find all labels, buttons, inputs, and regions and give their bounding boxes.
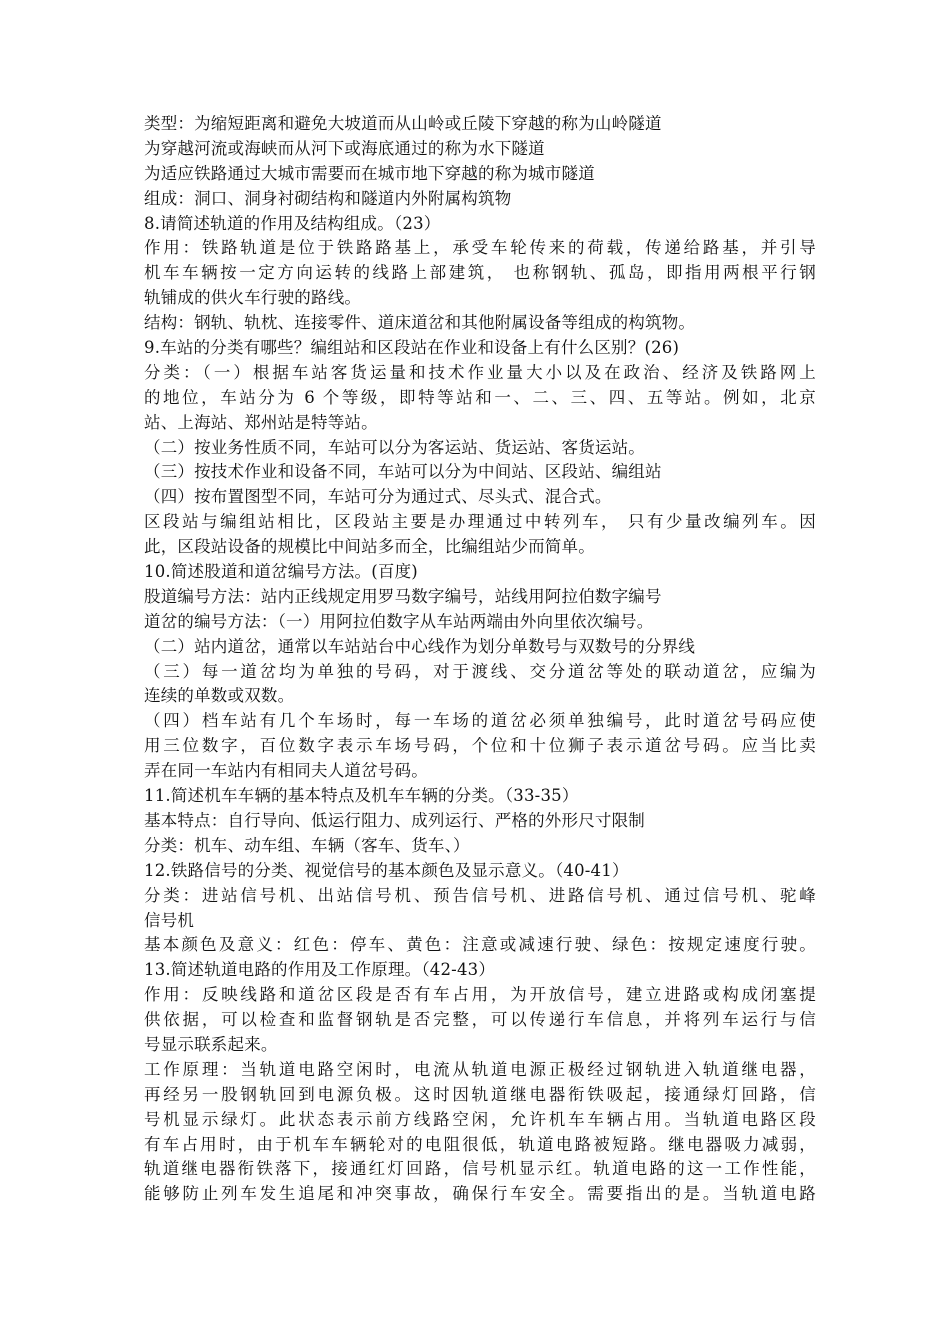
text-line: 8.请简述轨道的作用及结构组成。（23） (144, 213, 441, 233)
text-line: 弄在同一车站内有相同夫人道岔号码。 (144, 761, 428, 781)
text-line: （四）档车站有几个车场时，每一车场的道岔必须单独编号，此时道岔号码应使 (144, 711, 816, 731)
document-page (144, 112, 816, 1207)
text-line: 为穿越河流或海峡而从河下或海底通过的称为水下隧道 (144, 138, 545, 158)
text-line: 11.简述机车车辆的基本特点及机车车辆的分类。（33-35） (144, 786, 579, 806)
text-line: 类型：为缩短距离和避免大坡道而从山岭或丘陵下穿越的称为山岭隧道 (144, 114, 662, 133)
text-line: （二）站内道岔，通常以车站站台中心线作为划分单数号与双数号的分界线 (144, 636, 696, 656)
text-line: 的地位，车站分为 6 个等级，即特等站和一、二、三、四、五等站。例如，北京 (144, 387, 816, 407)
text-line: 为适应铁路通过大城市需要而在城市地下穿越的称为城市隧道 (144, 163, 595, 183)
text-line: 组成：洞口、洞身衬砌结构和隧道内外附属构筑物 (144, 188, 512, 208)
text-line: （三）每一道岔均为单独的号码，对于渡线、交分道岔等处的联动道岔，应编为 (144, 661, 816, 681)
text-line: 再经另一股钢轨回到电源负极。这时因轨道继电器衔铁吸起，接通绿灯回路，信 (144, 1084, 816, 1104)
text-line: 12.铁路信号的分类、视觉信号的基本颜色及显示意义。（40-41） (144, 860, 629, 880)
text-line: 能够防止列车发生追尾和冲突事故，确保行车安全。需要指出的是。当轨道电路 (144, 1184, 816, 1204)
text-line: 作用：铁路轨道是位于铁路路基上，承受车轮传来的荷载，传递给路基，并引导 (144, 238, 816, 258)
text-line: 号显示联系起来。 (144, 1034, 278, 1054)
text-line: 轨铺成的供火车行驶的路线。 (144, 288, 362, 308)
text-line: 连续的单数或双数。 (144, 686, 295, 706)
text-line: 道岔的编号方法：（一）用阿拉伯数字从车站两端由外向里依次编号。 (144, 611, 654, 631)
text-line: 作用：反映线路和道岔区段是否有车占用，为开放信号，建立进路或构成闭塞提 (144, 985, 816, 1005)
text-line: （二）按业务性质不同，车站可以分为客运站、货运站、客货运站。 (144, 437, 645, 457)
text-line: 区段站与编组站相比，区段站主要是办理通过中转列车， 只有少量改编列车。因 (144, 512, 816, 532)
text-line: 分类：（一）根据车站客货运量和技术作业量大小以及在政治、经济及铁路网上 (144, 362, 816, 382)
text-line: 基本颜色及意义：红色：停车、黄色：注意或减速行驶、绿色：按规定速度行驶。 (144, 935, 816, 955)
text-line: 此，区段站设备的规模比中间站多而全，比编组站少而简单。 (144, 537, 595, 557)
text-line: 分类：机车、动车组、车辆（客车、货车、） (144, 835, 470, 855)
text-line: 供依据，可以检查和监督钢轨是否完整，可以传递行车信息，并将列车运行与信 (144, 1010, 816, 1030)
text-line: 有车占用时，由于机车车辆轮对的电阻很低，轨道电路被短路。继电器吸力减弱， (144, 1134, 816, 1154)
text-line: 号机显示绿灯。此状态表示前方线路空闲，允许机车车辆占用。当轨道电路区段 (144, 1109, 816, 1129)
text-line: 工作原理：当轨道电路空闲时，电流从轨道电源正极经过钢轨进入轨道继电器， (144, 1059, 816, 1079)
text-line: 13.简述轨道电路的作用及工作原理。（42-43） (144, 960, 496, 980)
text-line: 信号机 (144, 910, 195, 930)
text-line: 10.简述股道和道岔编号方法。(百度) (144, 562, 418, 582)
text-line: 9.车站的分类有哪些？编组站和区段站在作业和设备上有什么区别？(26) (144, 338, 680, 358)
text-line: 股道编号方法：站内正线规定用罗马数字编号，站线用阿拉伯数字编号 (144, 586, 662, 606)
text-line: 轨道继电器衔铁落下，接通红灯回路，信号机显示红。轨道电路的这一工作性能， (144, 1159, 816, 1179)
text-line: 用三位数字，百位数字表示车场号码，个位和十位狮子表示道岔号码。应当比卖 (144, 736, 816, 756)
text-line: 站、上海站、郑州站是特等站。 (144, 412, 378, 432)
text-line: （四）按布置图型不同，车站可分为通过式、尽头式、混合式。 (144, 487, 612, 507)
text-line: 结构：钢轨、轨枕、连接零件、道床道岔和其他附属设备等组成的构筑物。 (144, 313, 696, 333)
text-line: 分类：进站信号机、出站信号机、预告信号机、进路信号机、通过信号机、驼峰 (144, 885, 816, 905)
text-line: 基本特点：自行导向、低运行阻力、成列运行、严格的外形尺寸限制 (144, 810, 645, 830)
text-line: 机车车辆按一定方向运转的线路上部建筑， 也称钢轨、孤岛，即指用两根平行钢 (144, 263, 816, 283)
text-line: （三）按技术作业和设备不同，车站可以分为中间站、区段站、编组站 (144, 462, 662, 482)
